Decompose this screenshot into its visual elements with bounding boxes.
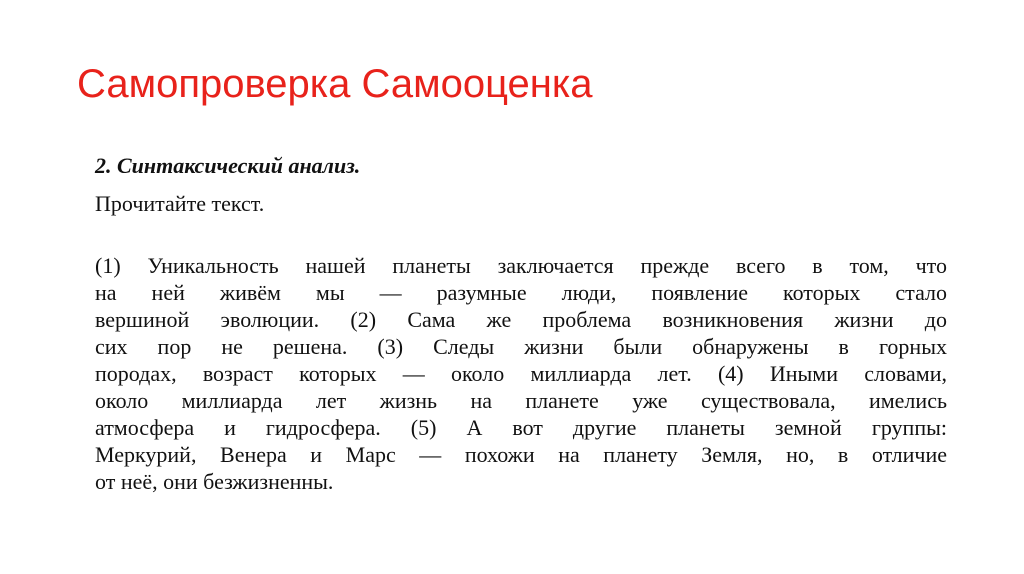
passage-line: породах, возраст которых — около миллиарда лет. (4) Иными словами, [95, 361, 947, 386]
passage-line: на ней живём мы — разумные люди, появление которых стало [95, 280, 947, 305]
task-instruction: Прочитайте текст. [95, 191, 265, 216]
task-heading: 2. Синтаксический анализ. [95, 153, 361, 178]
slide-content [95, 151, 947, 495]
passage-line: сих пор не решена. (3) Следы жизни были обнаружены в горных [95, 334, 947, 359]
text-passage [95, 252, 947, 495]
passage-line: от неё, они безжизненны. [95, 469, 334, 494]
passage-line: атмосфера и гидросфера. (5) А вот другие планеты земной группы: [95, 415, 947, 440]
passage-line: вершиной эволюции. (2) Сама же проблема возникновения жизни до [95, 307, 947, 332]
passage-line: около миллиарда лет жизнь на планете уже существовала, имелись [95, 388, 947, 413]
slide-title: Самопроверка Самооценка [77, 62, 593, 106]
passage-line: Меркурий, Венера и Марс — похожи на планету Земля, но, в отличие [95, 442, 947, 467]
passage-line: (1) Уникальность нашей планеты заключается прежде всего в том, что [95, 253, 947, 278]
